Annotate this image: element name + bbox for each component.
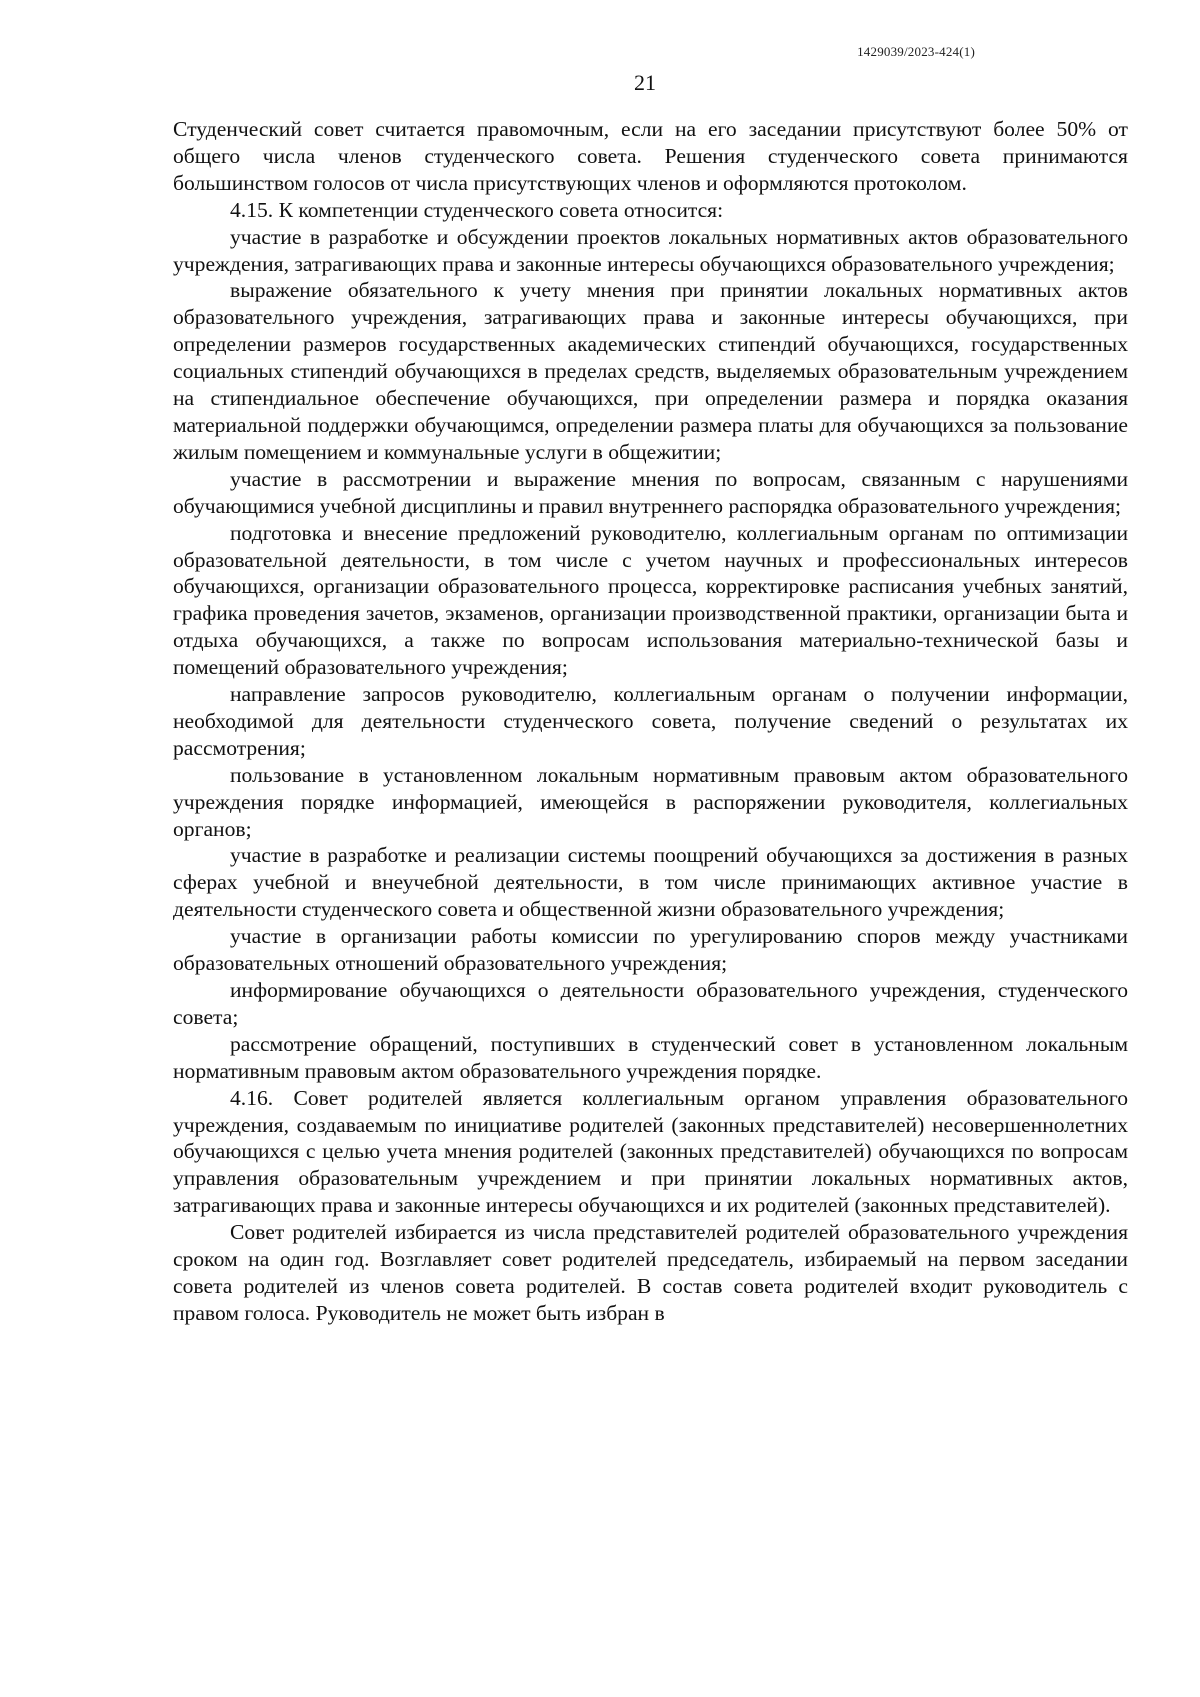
paragraph-parents-council-election: Совет родителей избирается из числа представителей родителей образовательного учреждения сроком на один год. Возглавляет совет родителей председатель, избираемый на первом заседании совета родителей из членов совета родителей. В состав совета родителей входит руководитель с правом голоса. Руководитель не может быть избран в (173, 1220, 1128, 1325)
paragraph-competence-item: рассмотрение обращений, поступивших в студенческий совет в установленном локальным нормативным правовым актом образовательного учреждения порядке. (173, 1031, 1128, 1083)
paragraph-competence-item: участие в рассмотрении и выражение мнения по вопросам, связанным с нарушениями обучающимися учебной дисциплины и правил внутреннего распорядка образовательного учреждения; (173, 466, 1128, 518)
paragraph-4-15-heading: 4.15. К компетенции студенческого совета относится: (230, 197, 724, 222)
paragraph-competence-item: подготовка и внесение предложений руководителю, коллегиальным органам по оптимизации образовательной деятельности, в том числе с учетом научных и профессиональных интересов обучающихся, организации образовательного процесса, корректировке расписания учебных занятий, графика проведения зачетов, экзаменов, организации производственной практики, организации быта и отдыха обучающихся, а также по вопросам использования материально-технической базы и помещений образовательного учреждения; (173, 520, 1128, 680)
document-id: 1429039/2023-424(1) (857, 44, 975, 59)
paragraph-competence-item: пользование в установленном локальным нормативным правовым актом образовательного учреждения порядке информацией, имеющейся в распоряжении руководителя, коллегиальных органов; (173, 762, 1128, 841)
paragraph-competence-item: участие в разработке и обсуждении проектов локальных нормативных актов образовательного учреждения, затрагивающих права и законные интересы обучающихся образовательного учреждения; (173, 224, 1128, 276)
paragraph-competence-item: участие в организации работы комиссии по урегулированию споров между участниками образовательных отношений образовательного учреждения; (173, 924, 1128, 976)
paragraph-competence-item: направление запросов руководителю, коллегиальным органам о получении информации, необходимой для деятельности студенческого совета, получение сведений о результатах их рассмотрения; (173, 682, 1128, 760)
paragraph-competence-item: участие в разработке и реализации системы поощрений обучающихся за достижения в разных сферах учебной и внеучебной деятельности, в том числе принимающих активное участие в деятельности студенческого совета и общественной жизни образовательного учреждения; (173, 843, 1128, 922)
paragraph-competence-item: выражение обязательного к учету мнения при принятии локальных нормативных актов образовательного учреждения, затрагивающих права и законные интересы обучающихся, при определении размеров государственных академических стипендий обучающихся, государственных социальных стипендий обучающихся в пределах средств, выделяемых образовательным учреждением на стипендиальное обеспечение обучающихся, при определении размера и порядка оказания материальной поддержки обучающимся, определении размера платы для обучающихся за пользование жилым помещением и коммунальные услуги в общежитии; (173, 278, 1128, 464)
paragraph-4-16-parents-council: 4.16. Совет родителей является коллегиальным органом управления образовательного учреждения, создаваемым по инициативе родителей (законных представителей) несовершеннолетних обучающихся с целью учета мнения родителей (законных представителей) обучающихся по вопросам управления образовательным учреждением и при принятии локальных нормативных актов, затрагивающих права и законные интересы обучающихся и их родителей (законных представителей). (173, 1085, 1128, 1218)
paragraph-competence-item: информирование обучающихся о деятельности образовательного учреждения, студенческого совета; (173, 978, 1128, 1029)
paragraph-quorum: Студенческий совет считается правомочным, если на его заседании присутствуют более 50% от общего числа членов студенческого совета. Решения студенческого совета принимаются большинством голосов от числа присутствующих членов и оформляются протоколом. (173, 117, 1128, 195)
page-number: 21 (634, 70, 656, 95)
document-body (173, 116, 1128, 1327)
